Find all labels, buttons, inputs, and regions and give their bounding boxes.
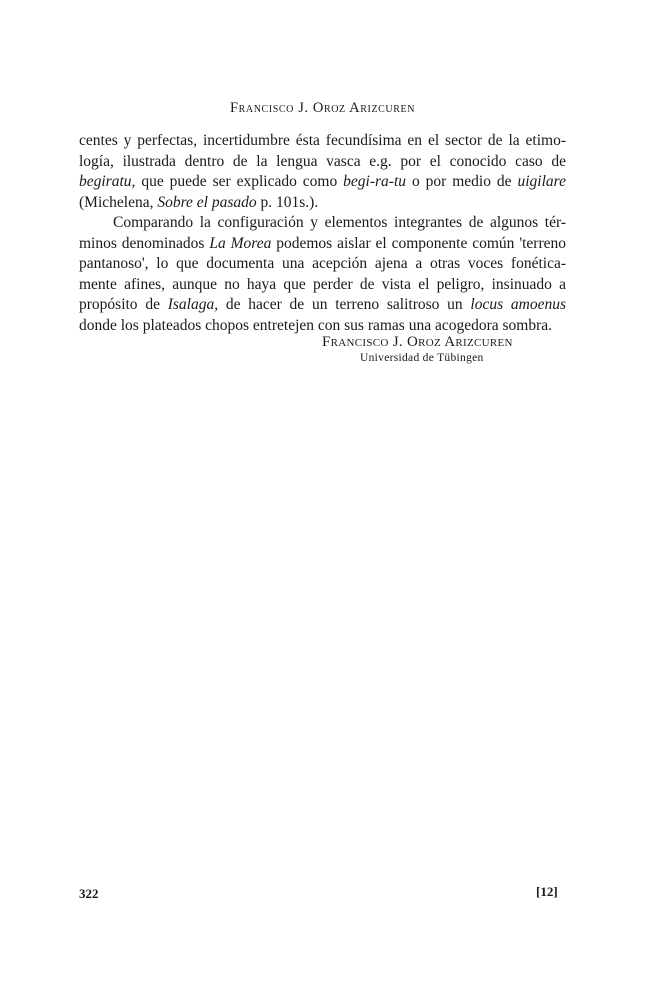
author-name: Francisco J. Oroz Arizcuren	[322, 334, 513, 350]
text-line	[79, 172, 566, 193]
text-run: (Michelena,	[79, 193, 158, 211]
text-line: Comparando la configuración y elementos integrantes de algunos tér-	[113, 214, 566, 231]
italic-term: locus amoenus	[470, 296, 567, 313]
text-line: centes y perfectas, incertidumbre ésta fecundísima en el sector de la etimo-	[79, 132, 566, 149]
text-line: donde los plateados chopos entretejen con sus ramas una acogedora sombra.	[79, 316, 553, 334]
italic-title: Sobre el pasado	[157, 193, 257, 211]
text-line: pantanoso', lo que documenta una acepción ajena a otras voces fonética-	[79, 255, 566, 272]
author-affiliation: Universidad de Tübingen	[360, 352, 484, 364]
text-run: de hacer de un terreno salitroso un	[218, 296, 471, 313]
text-line: mente afines, aunque no haya que perder de vista el peligro, insinuado a	[79, 275, 566, 293]
page-number: 322	[79, 886, 99, 901]
italic-term: begiratu,	[79, 173, 136, 190]
paragraph-1	[79, 131, 566, 213]
text-run: propósito de	[79, 296, 168, 313]
text-run: podemos aislar el componente común 'terreno	[271, 234, 566, 252]
italic-term: uigilare	[517, 173, 566, 190]
italic-term: Isalaga,	[167, 296, 219, 313]
text-line	[79, 295, 566, 316]
text-run: o por medio de	[406, 173, 518, 190]
text-run: minos denominados	[79, 234, 210, 252]
paragraph-2	[79, 213, 566, 336]
running-head: Francisco J. Oroz Arizcuren	[229, 100, 416, 116]
section-number: [12]	[536, 884, 558, 899]
text-line: logía, ilustrada dentro de la lengua vasca e.g. por el conocido caso de	[79, 152, 566, 170]
italic-term: begi-ra-tu	[343, 173, 407, 190]
author-signature	[322, 334, 552, 364]
text-line	[79, 193, 566, 214]
text-run: p. 101s.).	[256, 193, 319, 211]
text-run: que puede ser explicado como	[135, 173, 344, 190]
text-line	[79, 234, 566, 255]
italic-term: La Morea	[209, 234, 272, 252]
body-text	[79, 131, 566, 336]
